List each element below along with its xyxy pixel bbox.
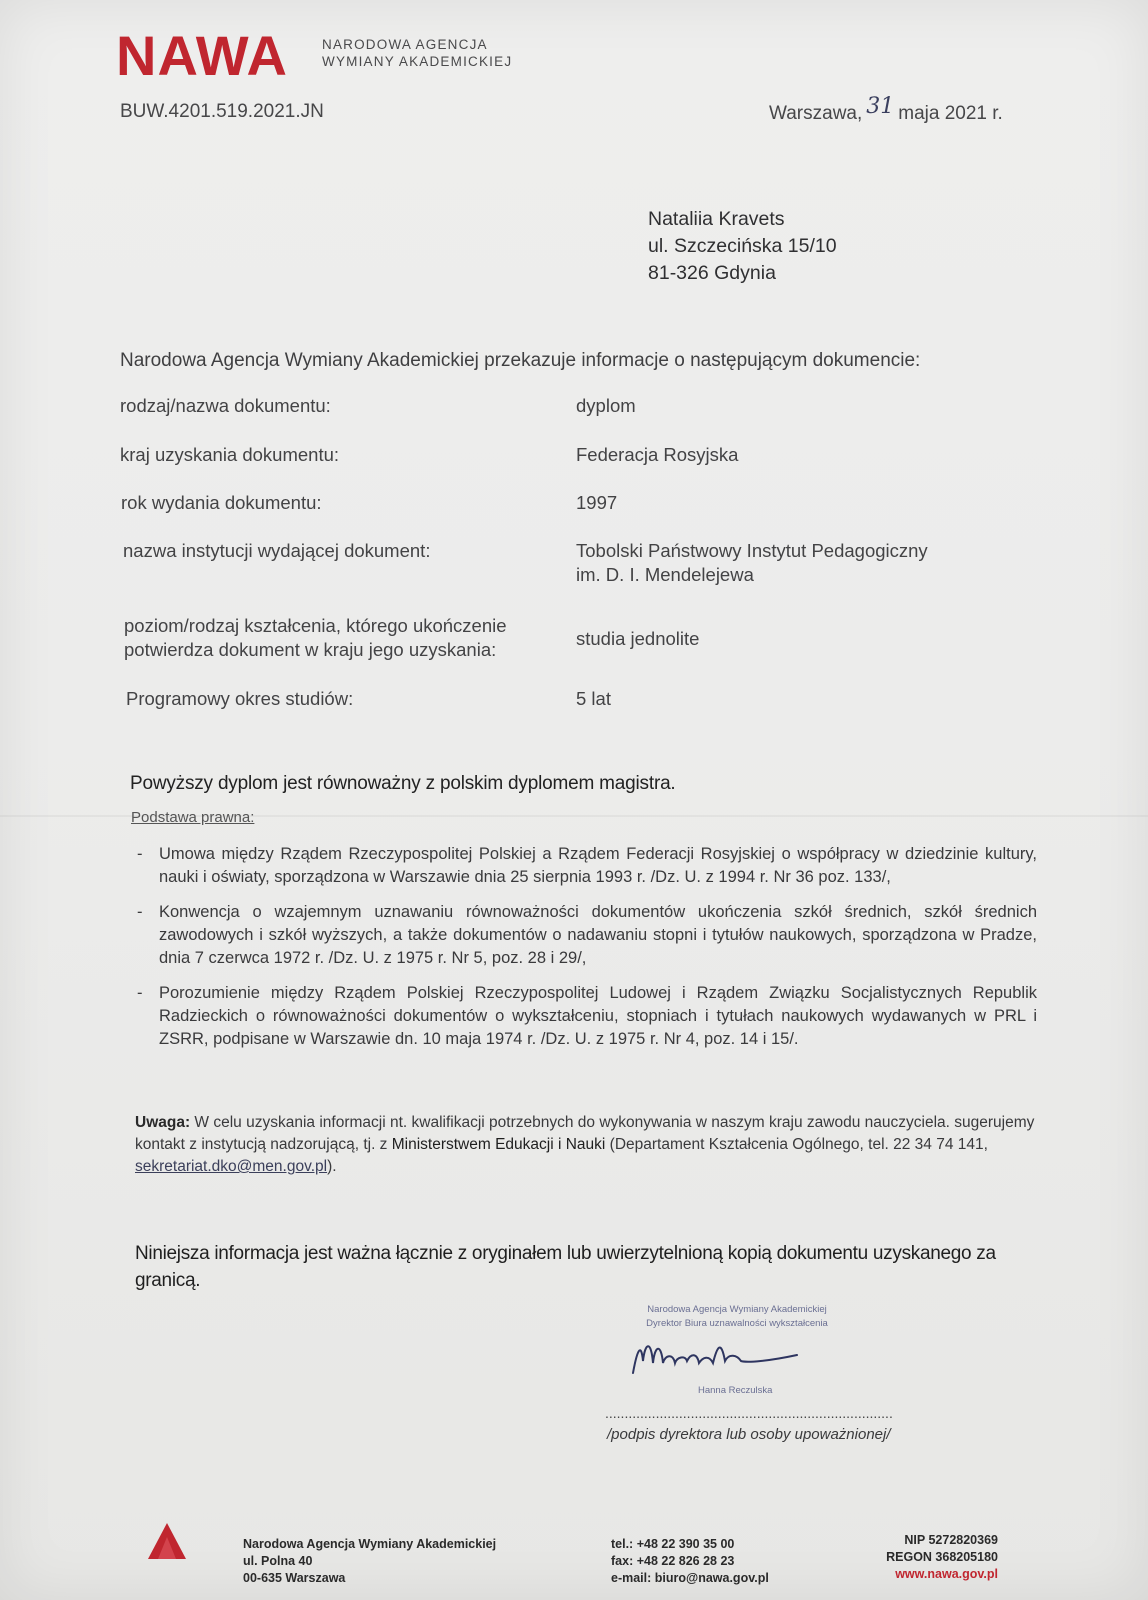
institution-line2: im. D. I. Mendelejewa	[576, 564, 754, 585]
date-day-handwritten: 31	[866, 94, 895, 119]
field-value-level: studia jednolite	[576, 628, 700, 649]
note-text-2: (Departament Kształcenia Ogólnego, tel. 22 34 74 141,	[605, 1136, 988, 1153]
footer-address	[243, 1536, 496, 1587]
field-label-institution: nazwa instytucji wydającej dokument:	[123, 540, 431, 561]
field-value-study-period: 5 lat	[576, 688, 611, 709]
footer-tel: tel.: +48 22 390 35 00	[611, 1537, 735, 1551]
level-label-line2: potwierdza dokument w kraju jego uzyskania:	[124, 639, 497, 660]
field-label-year: rok wydania dokumentu:	[121, 492, 322, 513]
signature-caption: /podpis dyrektora lub osoby upoważnionej/	[607, 1426, 891, 1443]
note-email-link[interactable]: sekretariat.dko@men.gov.pl	[135, 1158, 328, 1175]
field-label-study-period: Programowy okres studiów:	[126, 688, 354, 709]
agency-name-line2: WYMIANY AKADEMICKIEJ	[322, 54, 513, 69]
footer-nip: NIP 5272820369	[904, 1533, 998, 1547]
legal-item	[137, 982, 1037, 1051]
note-text-3: ).	[327, 1158, 337, 1175]
note-paragraph	[135, 1112, 1035, 1178]
footer-regon: REGON 368205180	[886, 1550, 998, 1564]
footer-fax: fax: +48 22 826 28 23	[611, 1554, 735, 1568]
date-suffix: maja 2021 r.	[898, 103, 1003, 124]
field-value-country: Federacja Rosyjska	[576, 444, 739, 465]
level-label-line1: poziom/rodzaj kształcenia, którego ukończenie	[124, 615, 507, 636]
note-ministry: Ministerstwem Edukacji i Nauki	[391, 1136, 606, 1153]
nawa-triangle-icon	[146, 1521, 188, 1566]
footer-city: 00-635 Warszawa	[243, 1571, 346, 1585]
legal-item-text: Porozumienie między Rządem Polskiej Rzeczypospolitej Ludowej i Rządem Związku Socjalistycznych Republik Radzieckich o równoważności dokumentów o wykształceniu, stopniach i tytułach naukowych wydawanych w PRL i ZSRR, podpisane w Warszawie dn. 10 maja 1974 r. /Dz. U. z 1975 r. Nr 4, poz. 14 i 15/.	[159, 984, 1037, 1048]
legal-basis-title: Podstawa prawna:	[131, 809, 255, 826]
nawa-logo: NAWA	[116, 24, 288, 87]
legal-item-dash: -	[137, 984, 143, 1002]
stamp-line2: Dyrektor Biura uznawalności wykształcenia	[646, 1318, 828, 1329]
recipient-street: ul. Szczecińska 15/10	[648, 235, 837, 257]
recipient-address	[648, 206, 837, 287]
field-label-country: kraj uzyskania dokumentu:	[120, 444, 340, 465]
footer-registry	[840, 1532, 998, 1583]
stamp-line1: Narodowa Agencja Wymiany Akademickiej	[647, 1304, 827, 1315]
institution-line1: Tobolski Państwowy Instytut Pedagogiczny	[576, 540, 928, 561]
field-value-year: 1997	[576, 492, 618, 513]
agency-name-line1: NARODOWA AGENCJA	[322, 37, 488, 52]
legal-item-text: Konwencja o wzajemnym uznawaniu równoważności dokumentów ukończenia szkół średnich, szkół średnich zawodowych i szkół wyższych, a także dokumentów o nadawaniu stopni i tytułów naukowych, sporządzona w Pradze, dnia 7 czerwca 1972 r. /Dz. U. z 1975 r. Nr 5, poz. 28 i 29/,	[159, 903, 1037, 967]
note-text-1: W celu uzyskania informacji nt. kwalifikacji potrzebnych do wykonywania w naszym kraju zawodu nauczyciela. sugerujemy kontakt z instytucją nadzorującą, tj. z	[135, 1114, 1035, 1153]
equivalence-statement: Powyższy dyplom jest równoważny z polskim dyplomem magistra.	[130, 773, 676, 794]
agency-name	[322, 36, 512, 70]
recipient-name: Nataliia Kravets	[648, 208, 785, 230]
field-label-document-type: rodzaj/nazwa dokumentu:	[120, 395, 331, 416]
legal-item	[137, 901, 1037, 970]
note-label: Uwaga:	[135, 1114, 191, 1131]
letter-date	[769, 94, 1003, 125]
legal-item-dash: -	[137, 903, 143, 921]
footer-street: ul. Polna 40	[243, 1554, 313, 1568]
validity-statement: Niniejsza informacja jest ważna łącznie z oryginałem lub uwierzytelnioną kopią dokumentu uzyskanego za granicą.	[135, 1243, 996, 1291]
legal-item-text: Umowa między Rządem Rzeczypospolitej Polskiej a Rządem Federacji Rosyjskiej o współpracy w dziedzinie kultury, nauki i oświaty, sporządzona w Warszawie dnia 25 sierpnia 1993 r. /Dz. U. z 1994 r. Nr 36 poz. 133/,	[159, 845, 1037, 886]
legal-item	[137, 843, 1037, 889]
footer-website[interactable]: www.nawa.gov.pl	[895, 1567, 998, 1581]
field-label-level	[124, 614, 507, 662]
official-stamp	[622, 1303, 852, 1331]
stamp-signer-name: Hanna Reczulska	[698, 1385, 773, 1396]
recipient-city: 81-326 Gdynia	[648, 262, 776, 284]
footer-email[interactable]: e-mail: biuro@nawa.gov.pl	[611, 1571, 769, 1585]
handwritten-signature	[629, 1333, 809, 1388]
legal-item-dash: -	[137, 845, 143, 863]
field-value-document-type: dyplom	[576, 395, 636, 416]
date-prefix: Warszawa,	[769, 103, 863, 124]
footer-org: Narodowa Agencja Wymiany Akademickiej	[243, 1537, 497, 1551]
intro-text: Narodowa Agencja Wymiany Akademickiej przekazuje informacje o następującym dokumencie:	[120, 350, 921, 371]
field-value-institution	[576, 539, 928, 587]
signature-line: ..........................................................................	[605, 1405, 893, 1421]
reference-number: BUW.4201.519.2021.JN	[120, 101, 324, 122]
footer-contact	[611, 1536, 769, 1587]
